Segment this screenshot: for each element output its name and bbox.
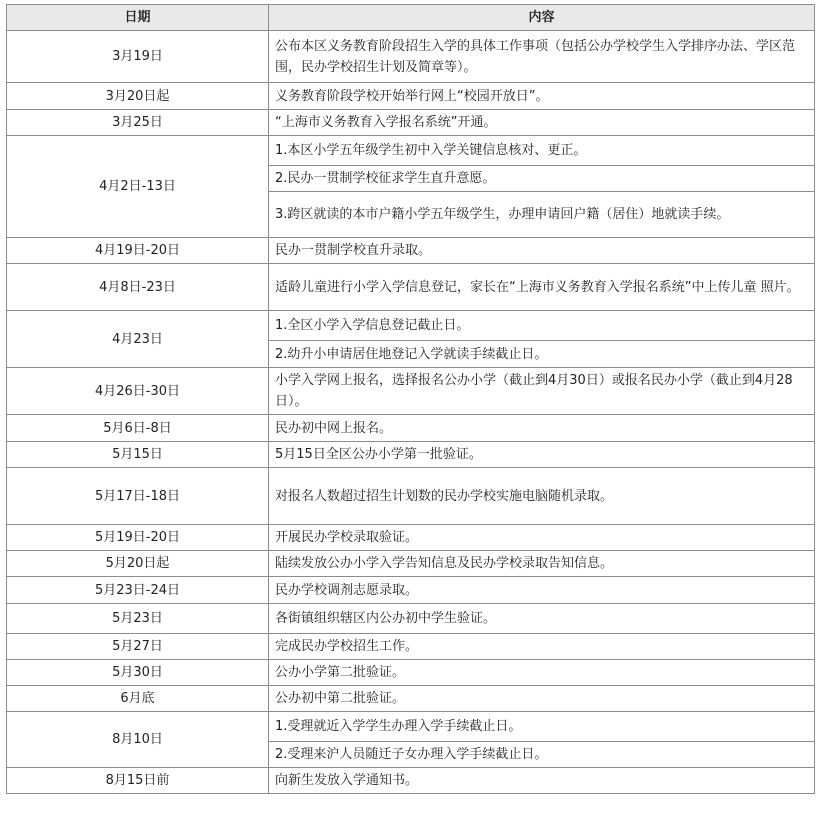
content-cell: 公办小学第二批验证。 [269, 660, 815, 686]
content-cell: 民办学校调剂志愿录取。 [269, 577, 815, 604]
table-row [7, 525, 815, 551]
table-row [7, 368, 815, 415]
table-row [7, 264, 815, 311]
date-cell: 5月17日-18日 [7, 468, 269, 525]
table-row [7, 415, 815, 442]
table-row [7, 660, 815, 686]
date-cell: 5月23日 [7, 604, 269, 634]
content-cell: 小学入学网上报名，选择报名公办小学（截止到4月30日）或报名民办小学（截止到4月28日）。 [269, 368, 815, 415]
table-row [7, 238, 815, 264]
table-row [7, 110, 815, 136]
content-cell: 2.民办一贯制学校征求学生直升意愿。 [269, 166, 815, 192]
date-cell: 4月19日-20日 [7, 238, 269, 264]
table-row [7, 768, 815, 794]
table-row [7, 311, 815, 341]
date-cell: 5月23日-24日 [7, 577, 269, 604]
schedule-body [7, 31, 815, 794]
content-cell: 开展民办学校录取验证。 [269, 525, 815, 551]
table-row [7, 604, 815, 634]
content-cell: 各街镇组织辖区内公办初中学生验证。 [269, 604, 815, 634]
table-row [7, 442, 815, 468]
content-cell: 民办一贯制学校直升录取。 [269, 238, 815, 264]
table-row [7, 686, 815, 712]
content-cell: 1.本区小学五年级学生初中入学关键信息核对、更正。 [269, 136, 815, 166]
content-cell: “上海市义务教育入学报名系统”开通。 [269, 110, 815, 136]
content-cell: 民办初中网上报名。 [269, 415, 815, 442]
content-cell: 2.受理来沪人员随迁子女办理入学手续截止日。 [269, 742, 815, 768]
date-cell: 8月15日前 [7, 768, 269, 794]
table-row [7, 31, 815, 83]
schedule-table [6, 4, 815, 794]
content-cell: 3.跨区就读的本市户籍小学五年级学生，办理申请回户籍（居住）地就读手续。 [269, 192, 815, 238]
table-row [7, 634, 815, 660]
date-cell: 4月26日-30日 [7, 368, 269, 415]
table-row [7, 468, 815, 525]
content-cell: 2.幼升小申请居住地登记入学就读手续截止日。 [269, 341, 815, 368]
date-column-header: 日期 [7, 5, 269, 31]
date-cell: 5月27日 [7, 634, 269, 660]
table-row [7, 577, 815, 604]
header-row [7, 5, 815, 31]
date-cell: 3月20日起 [7, 83, 269, 110]
date-cell: 5月30日 [7, 660, 269, 686]
date-cell: 4月2日-13日 [7, 136, 269, 238]
content-cell: 5月15日全区公办小学第一批验证。 [269, 442, 815, 468]
content-cell: 向新生发放入学通知书。 [269, 768, 815, 794]
content-cell: 适龄儿童进行小学入学信息登记，家长在“上海市义务教育入学报名系统”中上传儿童 照片。 [269, 264, 815, 311]
date-cell: 3月19日 [7, 31, 269, 83]
content-cell: 完成民办学校招生工作。 [269, 634, 815, 660]
date-cell: 5月20日起 [7, 551, 269, 577]
table-row [7, 551, 815, 577]
table-row [7, 83, 815, 110]
content-cell: 公办初中第二批验证。 [269, 686, 815, 712]
content-cell: 1.全区小学入学信息登记截止日。 [269, 311, 815, 341]
table-row [7, 712, 815, 742]
date-cell: 5月19日-20日 [7, 525, 269, 551]
table-row [7, 136, 815, 166]
content-cell: 公布本区义务教育阶段招生入学的具体工作事项（包括公办学校学生入学排序办法、学区范围，民办学校招生计划及简章等）。 [269, 31, 815, 83]
content-column-header: 内容 [269, 5, 815, 31]
date-cell: 3月25日 [7, 110, 269, 136]
content-cell: 义务教育阶段学校开始举行网上“校园开放日”。 [269, 83, 815, 110]
content-cell: 1.受理就近入学学生办理入学手续截止日。 [269, 712, 815, 742]
date-cell: 4月23日 [7, 311, 269, 368]
date-cell: 5月15日 [7, 442, 269, 468]
date-cell: 8月10日 [7, 712, 269, 768]
content-cell: 对报名人数超过招生计划数的民办学校实施电脑随机录取。 [269, 468, 815, 525]
content-cell: 陆续发放公办小学入学告知信息及民办学校录取告知信息。 [269, 551, 815, 577]
date-cell: 6月底 [7, 686, 269, 712]
date-cell: 5月6日-8日 [7, 415, 269, 442]
date-cell: 4月8日-23日 [7, 264, 269, 311]
